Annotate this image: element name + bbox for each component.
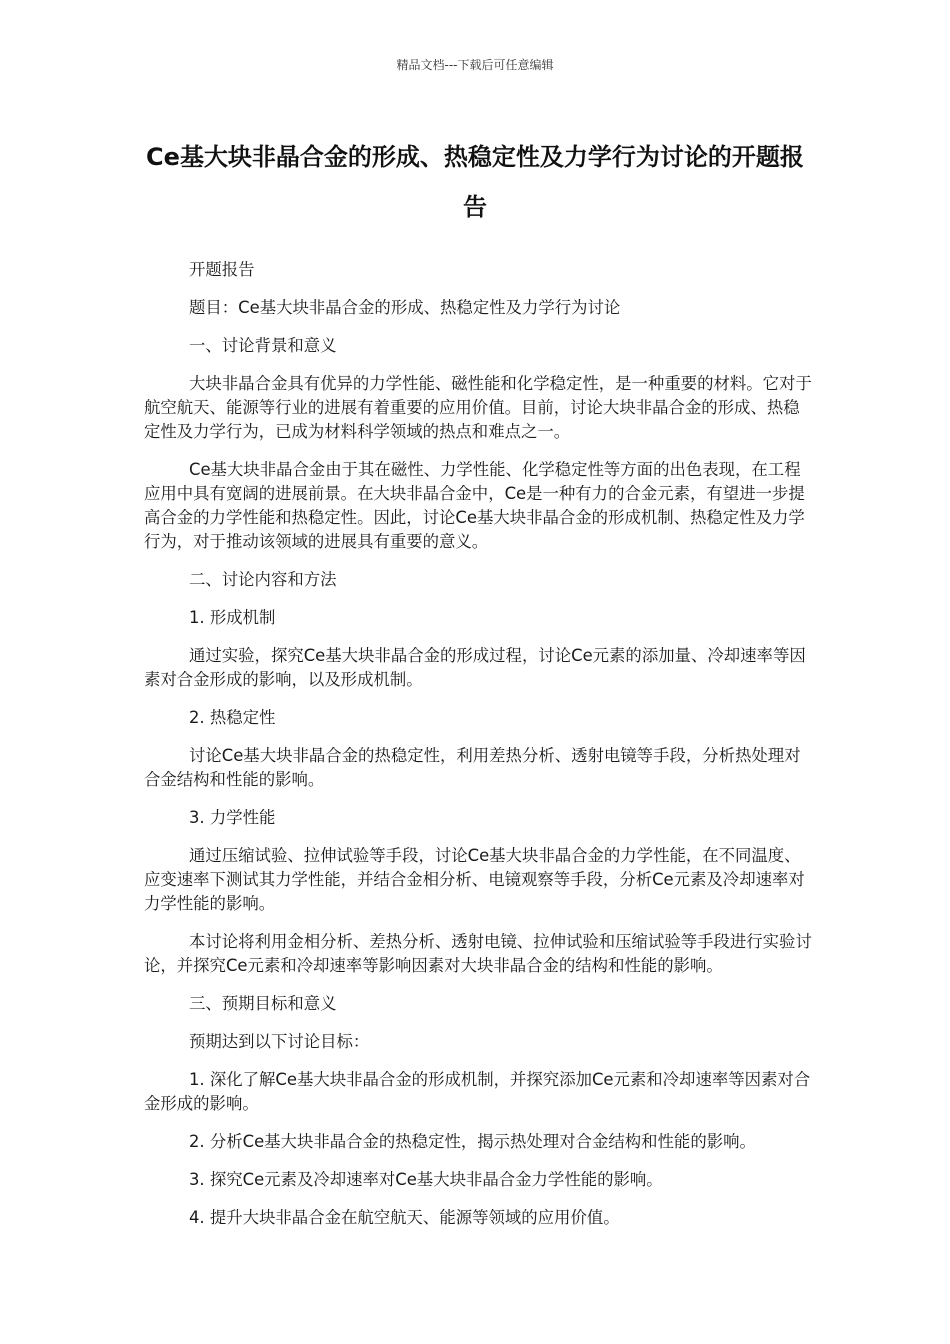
goal-item-1: 1. 深化了解Ce基大块非晶合金的形成机制，并探究添加Ce元素和冷却速率等因素对合金形成的影响。	[144, 1070, 811, 1113]
goal-item-3: 3. 探究Ce元素及冷却速率对Ce基大块非晶合金力学性能的影响。	[189, 1170, 663, 1189]
section-heading-background: 一、讨论背景和意义	[189, 336, 337, 355]
paragraph-background-1: 大块非晶合金具有优异的力学性能、磁性能和化学稳定性，是一种重要的材料。它对于航空航天、能源等行业的进展有着重要的应用价值。目前，讨论大块非晶合金的形成、热稳定性及力学行为，已成为材料科学领域的热点和难点之一。	[144, 374, 812, 441]
header-note: 精品文档---下载后可任意编辑	[396, 58, 554, 72]
paragraph-topic: 题目：Ce基大块非晶合金的形成、热稳定性及力学行为讨论	[189, 298, 621, 317]
paragraph-methods-summary: 本讨论将利用金相分析、差热分析、透射电镜、拉伸试验和压缩试验等手段进行实验讨论，并探究Ce元素和冷却速率等影响因素对大块非晶合金的结构和性能的影响。	[144, 932, 812, 975]
paragraph-formation: 通过实验，探究Ce基大块非晶合金的形成过程，讨论Ce元素的添加量、冷却速率等因素对合金形成的影响，以及形成机制。	[144, 646, 806, 689]
document-body	[144, 258, 812, 1230]
document-title: Ce基大块非晶合金的形成、热稳定性及力学行为讨论的开题报告	[146, 143, 804, 221]
section-heading-content-methods: 二、讨论内容和方法	[189, 570, 337, 589]
paragraph-background-2: Ce基大块非晶合金由于其在磁性、力学性能、化学稳定性等方面的出色表现，在工程应用中具有宽阔的进展前景。在大块非晶合金中，Ce是一种有力的合金元素，有望进一步提高合金的力学性能和热稳定性。因此，讨论Ce基大块非晶合金的形成机制、热稳定性及力学行为，对于推动该领域的进展具有重要的意义。	[144, 460, 805, 551]
goal-item-2: 2. 分析Ce基大块非晶合金的热稳定性，揭示热处理对合金结构和性能的影响。	[189, 1132, 756, 1151]
paragraph-goals-intro: 预期达到以下讨论目标：	[189, 1032, 370, 1051]
subheading-formation: 1. 形成机制	[189, 608, 276, 627]
paragraph-thermal-stability: 讨论Ce基大块非晶合金的热稳定性，利用差热分析、透射电镜等手段，分析热处理对合金结构和性能的影响。	[144, 746, 801, 789]
paragraph-report-label: 开题报告	[189, 260, 255, 279]
subheading-thermal-stability: 2. 热稳定性	[189, 708, 276, 727]
paragraph-mechanical: 通过压缩试验、拉伸试验等手段，讨论Ce基大块非晶合金的力学性能，在不同温度、应变速率下测试其力学性能，并结合金相分析、电镜观察等手段，分析Ce元素及冷却速率对力学性能的影响。	[144, 846, 805, 913]
section-heading-goals: 三、预期目标和意义	[189, 994, 337, 1013]
subheading-mechanical: 3. 力学性能	[189, 808, 276, 827]
goal-item-4: 4. 提升大块非晶合金在航空航天、能源等领域的应用价值。	[189, 1208, 620, 1227]
